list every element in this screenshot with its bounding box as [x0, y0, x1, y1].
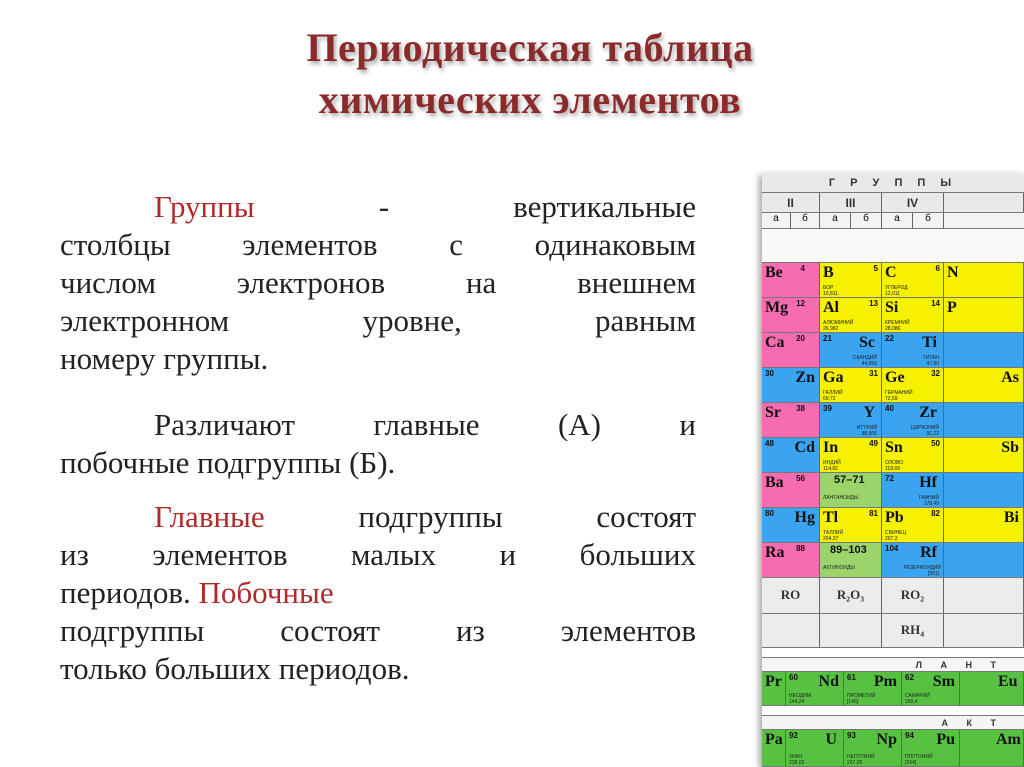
paragraph-line: из элементов малых и больших	[60, 537, 696, 572]
element-cell	[786, 672, 844, 705]
subgroup-letters-row	[762, 213, 1024, 229]
element-symbol: Sb	[1001, 439, 1019, 456]
element-cell	[820, 333, 882, 367]
element-cell	[944, 438, 1024, 472]
paragraph-line: только больших периодов.	[60, 651, 410, 686]
element-name: РЕЗЕРФОРДИЙ	[903, 565, 941, 571]
element-number: 80	[765, 509, 774, 518]
oxide-empty	[944, 578, 1024, 613]
element-symbol: Sr	[765, 404, 781, 421]
element-name: УРАН	[789, 754, 803, 760]
element-symbol: Sn	[885, 439, 903, 456]
element-mass: 118,69	[885, 466, 900, 472]
element-number: 20	[796, 334, 805, 343]
lanthanides-row	[762, 672, 1024, 706]
element-mass: 114,82	[823, 466, 838, 472]
element-symbol: Am	[996, 731, 1021, 748]
table-row	[762, 298, 1024, 333]
element-number: 104	[885, 544, 899, 553]
element-cell	[762, 368, 820, 402]
element-cell	[944, 508, 1024, 542]
subgroup-letter: а	[882, 213, 913, 228]
element-number: 93	[847, 731, 856, 740]
group-numeral: II	[762, 193, 820, 212]
element-mass: 12,011	[885, 291, 900, 297]
element-cell	[882, 333, 944, 367]
element-mass: [244]	[905, 760, 917, 766]
paragraph-line: столбцы элементов с одинаковым	[60, 227, 696, 262]
element-cell	[820, 298, 882, 332]
element-symbol: Sm	[932, 673, 955, 690]
actinides-label-row	[762, 716, 1024, 730]
element-number: 22	[885, 334, 894, 343]
element-symbol: Rf	[920, 544, 937, 561]
term-groups: Группы	[154, 189, 255, 224]
table-header-row	[762, 173, 1024, 193]
element-number: 61	[847, 673, 856, 682]
element-symbol: Al	[823, 299, 839, 316]
element-number: 13	[869, 299, 878, 308]
element-name: КРЕМНИЙ	[885, 320, 910, 326]
text-span: - вертикальные	[378, 189, 696, 224]
paragraph-line: электронном уровне, равным	[60, 303, 696, 338]
element-cell	[762, 403, 820, 437]
element-name: АКТИНОИДЫ	[823, 565, 855, 571]
element-mass: 238,03	[789, 760, 805, 766]
table-row	[762, 368, 1024, 403]
element-cell	[762, 508, 820, 542]
term-main: Главные	[154, 499, 265, 534]
element-symbol: Pm	[873, 673, 897, 690]
element-cell	[960, 672, 1024, 705]
text-span: Различают главные (А) и	[154, 407, 696, 442]
element-cell	[762, 672, 786, 705]
element-name: ЦИРКОНИЙ	[910, 425, 939, 431]
element-number: 40	[885, 404, 894, 413]
element-name: ТИТАН	[922, 355, 939, 361]
element-name: УГЛЕРОД	[885, 285, 908, 291]
element-number: 48	[765, 439, 774, 448]
element-symbol: U	[825, 731, 837, 748]
element-cell	[882, 508, 944, 542]
text-span: подгруппы состоят	[358, 499, 696, 534]
element-cell	[762, 298, 820, 332]
element-cell	[960, 730, 1024, 766]
element-mass: 150,4	[905, 699, 918, 705]
element-symbol: Ra	[765, 544, 785, 561]
element-cell	[944, 543, 1024, 577]
element-symbol: As	[1001, 369, 1019, 386]
element-number: 81	[869, 509, 878, 518]
element-mass: 88,906	[861, 431, 877, 437]
element-symbol: Hg	[794, 509, 815, 526]
element-name: СКАНДИЙ	[852, 355, 877, 361]
element-cell	[820, 543, 882, 577]
element-number: 39	[823, 404, 832, 413]
slide-title-line-2: химических элементов	[318, 77, 742, 122]
element-number: 82	[931, 509, 940, 518]
term-side: Побочные	[198, 575, 334, 610]
element-number: 32	[931, 369, 940, 378]
element-cell	[944, 298, 1024, 332]
element-name: БОР	[823, 285, 834, 291]
hydride-empty	[820, 614, 882, 647]
element-symbol: Pu	[936, 731, 955, 748]
oxide-formula: R₂O₃	[820, 578, 882, 613]
periodic-table-fragment	[762, 173, 1024, 767]
element-number: 49	[869, 439, 878, 448]
element-name: САМАРИЙ	[905, 693, 930, 699]
element-name: ГАФНИЙ	[918, 495, 939, 501]
element-name: ИТТРИЙ	[856, 425, 877, 431]
element-cell	[902, 672, 960, 705]
element-mass: 10,811	[823, 291, 838, 297]
element-cell	[944, 333, 1024, 367]
element-number: 72	[885, 474, 894, 483]
subgroup-letter: б	[791, 213, 820, 228]
element-mass: 44,956	[861, 361, 877, 367]
text-span: периодов.	[60, 575, 191, 610]
element-symbol: Ga	[823, 369, 844, 386]
paragraph-line	[60, 188, 696, 226]
element-number: 31	[869, 369, 878, 378]
paragraph-line	[60, 498, 696, 536]
slide-title-line-1: Периодическая таблица	[306, 25, 754, 70]
paragraph-line	[60, 406, 696, 444]
group-numerals-row	[762, 193, 1024, 213]
element-name: ТАЛЛИЙ	[823, 530, 844, 536]
element-cell	[762, 263, 820, 297]
paragraph-line	[60, 574, 696, 612]
element-mass: 28,086	[885, 326, 901, 332]
element-symbol: Y	[863, 404, 875, 421]
element-name: СВИНЕЦ	[885, 530, 907, 536]
element-number: 38	[796, 404, 805, 413]
table-row	[762, 438, 1024, 473]
element-cell	[844, 672, 902, 705]
spacer-row	[762, 706, 1024, 716]
element-cell	[762, 543, 820, 577]
element-cell	[762, 333, 820, 367]
element-number: 56	[796, 474, 805, 483]
element-symbol: Zr	[919, 404, 937, 421]
subgroup-letter: б	[851, 213, 882, 228]
group-numeral: IV	[882, 193, 944, 212]
subgroup-letter: б	[913, 213, 944, 228]
paragraph-line: побочные подгруппы (Б).	[60, 445, 396, 480]
actinides-row	[762, 730, 1024, 767]
element-symbol: Eu	[998, 673, 1018, 690]
element-number: 94	[905, 731, 914, 740]
element-name: ГАЛЛИЙ	[823, 390, 843, 396]
table-row	[762, 543, 1024, 578]
element-cell	[820, 368, 882, 402]
element-symbol: Hf	[919, 474, 937, 491]
oxide-formula: RO₂	[882, 578, 944, 613]
element-symbol: In	[823, 439, 839, 456]
subgroup-letter: а	[762, 213, 791, 228]
element-name: ИНДИЙ	[823, 460, 841, 466]
element-cell	[844, 730, 902, 766]
element-symbol: Pr	[765, 673, 782, 690]
element-symbol: Pa	[765, 731, 783, 748]
hydrides-row	[762, 614, 1024, 648]
element-number: 50	[931, 439, 940, 448]
element-number: 6	[935, 264, 940, 273]
element-cell	[882, 403, 944, 437]
slide-title	[150, 22, 910, 126]
element-symbol: Cd	[794, 439, 815, 456]
paragraph-line: номеру группы.	[60, 341, 269, 376]
lanthanides-label-row	[762, 658, 1024, 672]
group-numeral: III	[820, 193, 882, 212]
hydride-formula: RH₄	[882, 614, 944, 647]
element-symbol: N	[947, 264, 959, 281]
element-mass: 69,72	[823, 396, 836, 402]
groups-header: Г Р У П П Ы	[828, 177, 958, 189]
element-cell	[882, 543, 944, 577]
element-cell	[944, 368, 1024, 402]
element-cell	[820, 438, 882, 472]
element-cell	[944, 403, 1024, 437]
group-numeral-empty	[944, 193, 1024, 212]
table-row	[762, 263, 1024, 298]
table-row	[762, 508, 1024, 543]
element-symbol: C	[885, 264, 897, 281]
element-symbol: Zn	[795, 369, 815, 386]
element-name: НЕПТУНИЙ	[847, 754, 875, 760]
element-cell	[762, 730, 786, 766]
subgroup-letter: а	[820, 213, 851, 228]
element-cell	[882, 438, 944, 472]
element-number: 4	[800, 264, 805, 273]
element-symbol: Tl	[823, 509, 839, 526]
element-number: 92	[789, 731, 798, 740]
element-cell	[762, 473, 820, 507]
oxides-row	[762, 578, 1024, 614]
element-cell	[820, 403, 882, 437]
element-name: ЛАНТАНОИДЫ	[823, 495, 859, 501]
element-mass: 178,49	[923, 501, 939, 507]
element-mass: 91,22	[926, 431, 939, 437]
element-symbol: Ti	[922, 334, 937, 351]
element-name: ПЛУТОНИЙ	[905, 754, 933, 760]
paragraph-line: подгруппы состоят из элементов	[60, 613, 696, 648]
paragraph-groups	[60, 188, 696, 378]
element-cell	[944, 473, 1024, 507]
element-symbol: Bi	[1003, 509, 1019, 526]
element-symbol: Be	[765, 264, 783, 281]
element-number: 21	[823, 334, 832, 343]
element-mass: 47,90	[926, 361, 939, 367]
lanthanides-label: Л А Н Т	[915, 660, 1004, 670]
element-cell	[820, 263, 882, 297]
element-cell	[882, 298, 944, 332]
element-symbol: P	[947, 299, 957, 316]
element-cell	[820, 473, 882, 507]
element-name: ОЛОВО	[885, 460, 904, 466]
element-mass: [145]	[847, 699, 859, 705]
hydride-empty	[944, 614, 1024, 647]
element-symbol: Pb	[885, 509, 904, 526]
element-symbol: Nd	[818, 673, 839, 690]
element-mass: [261]	[927, 571, 939, 577]
spacer-row	[762, 648, 1024, 658]
element-symbol: Np	[876, 731, 897, 748]
element-cell	[902, 730, 960, 766]
hydride-empty	[762, 614, 820, 647]
element-cell	[762, 438, 820, 472]
element-cell	[882, 473, 944, 507]
element-cell	[882, 263, 944, 297]
element-number: 14	[931, 299, 940, 308]
element-mass: 204,37	[823, 536, 839, 542]
element-cell	[882, 368, 944, 402]
element-number: 12	[796, 299, 805, 308]
element-symbol: 89–103	[830, 544, 867, 556]
table-row	[762, 473, 1024, 508]
element-cell	[786, 730, 844, 766]
element-mass: 72,59	[885, 396, 898, 402]
element-mass: 237,05	[847, 760, 863, 766]
element-number: 5	[873, 264, 878, 273]
blank-row	[762, 229, 1024, 263]
element-name: ПРОМЕТИЙ	[847, 693, 876, 699]
actinides-label: А К Т	[941, 718, 1004, 728]
element-symbol: Si	[885, 299, 899, 316]
element-number: 88	[796, 544, 805, 553]
element-number: 62	[905, 673, 914, 682]
element-name: ГЕРМАНИЙ	[885, 390, 913, 396]
element-symbol: Ca	[765, 334, 785, 351]
element-symbol: Ge	[885, 369, 905, 386]
table-row	[762, 333, 1024, 368]
element-symbol: Sc	[859, 334, 875, 351]
element-number: 60	[789, 673, 798, 682]
element-symbol: 57–71	[834, 474, 865, 486]
element-mass: 207,2	[885, 536, 898, 542]
element-cell	[944, 263, 1024, 297]
element-symbol: Mg	[765, 299, 789, 316]
element-symbol: B	[823, 264, 834, 281]
element-symbol: Ba	[765, 474, 784, 491]
element-name: НЕОДИМ	[789, 693, 811, 699]
oxide-formula: RO	[762, 578, 820, 613]
table-row	[762, 403, 1024, 438]
paragraph-subgroups	[60, 406, 696, 482]
element-mass: 26,982	[823, 326, 839, 332]
paragraph-line: числом электронов на внешнем	[60, 265, 696, 300]
element-number: 30	[765, 369, 774, 378]
paragraph-main-subgroups	[60, 498, 696, 688]
element-mass: 144,24	[789, 699, 805, 705]
element-name: АЛЮМИНИЙ	[823, 320, 854, 326]
element-cell	[820, 508, 882, 542]
